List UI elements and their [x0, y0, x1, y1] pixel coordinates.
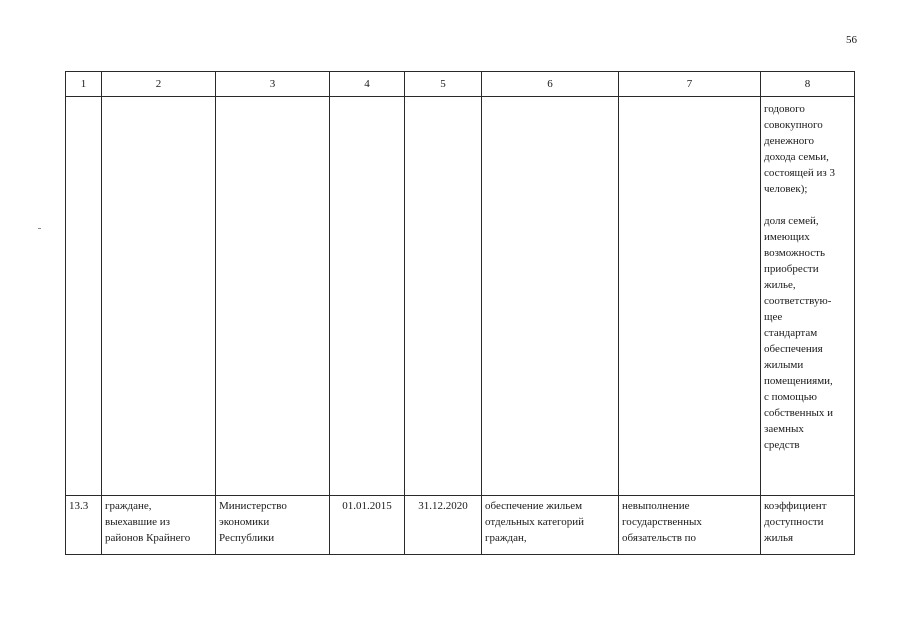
header-col-4: 4 [330, 72, 405, 97]
header-col-5: 5 [405, 72, 482, 97]
cell-end-date: 31.12.2020 [405, 496, 482, 555]
header-col-6: 6 [482, 72, 619, 97]
cell-empty [619, 97, 761, 496]
cell-executor: Министерство экономики Республики [216, 496, 330, 555]
cell-empty [66, 97, 102, 496]
table-row [66, 496, 855, 555]
page-number: 56 [846, 34, 857, 46]
cell-result: обеспечение жильем отдельных категорий граждан, [482, 496, 619, 555]
header-col-1: 1 [66, 72, 102, 97]
header-col-3: 3 [216, 72, 330, 97]
cell-start-date: 01.01.2015 [330, 496, 405, 555]
header-col-7: 7 [619, 72, 761, 97]
indicator-text-1: годового совокупного денежного дохода семьи, состоящей из 3 человек); [764, 103, 836, 195]
cell-empty [330, 97, 405, 496]
indicator-text-2: доля семей, имеющих возможность приобрести жилье, соответствую- щее стандартам обеспечения жилыми помещениями, с помощью собственных и заемных средств [764, 215, 833, 451]
table-row [66, 97, 855, 496]
cell-empty [405, 97, 482, 496]
cell-beneficiaries: граждане, выехавшие из районов Крайнего [102, 496, 216, 555]
cell-indicator: коэффициент доступности жилья [761, 496, 855, 555]
cell-consequences: невыполнение государственных обязательств по [619, 496, 761, 555]
header-col-8: 8 [761, 72, 855, 97]
cell-empty [102, 97, 216, 496]
program-table [65, 71, 855, 555]
cell-empty [482, 97, 619, 496]
header-row [66, 72, 855, 97]
scan-artifact [38, 228, 41, 229]
cell-number: 13.3 [66, 496, 102, 555]
cell-empty [216, 97, 330, 496]
cell-indicators [761, 97, 855, 496]
header-col-2: 2 [102, 72, 216, 97]
